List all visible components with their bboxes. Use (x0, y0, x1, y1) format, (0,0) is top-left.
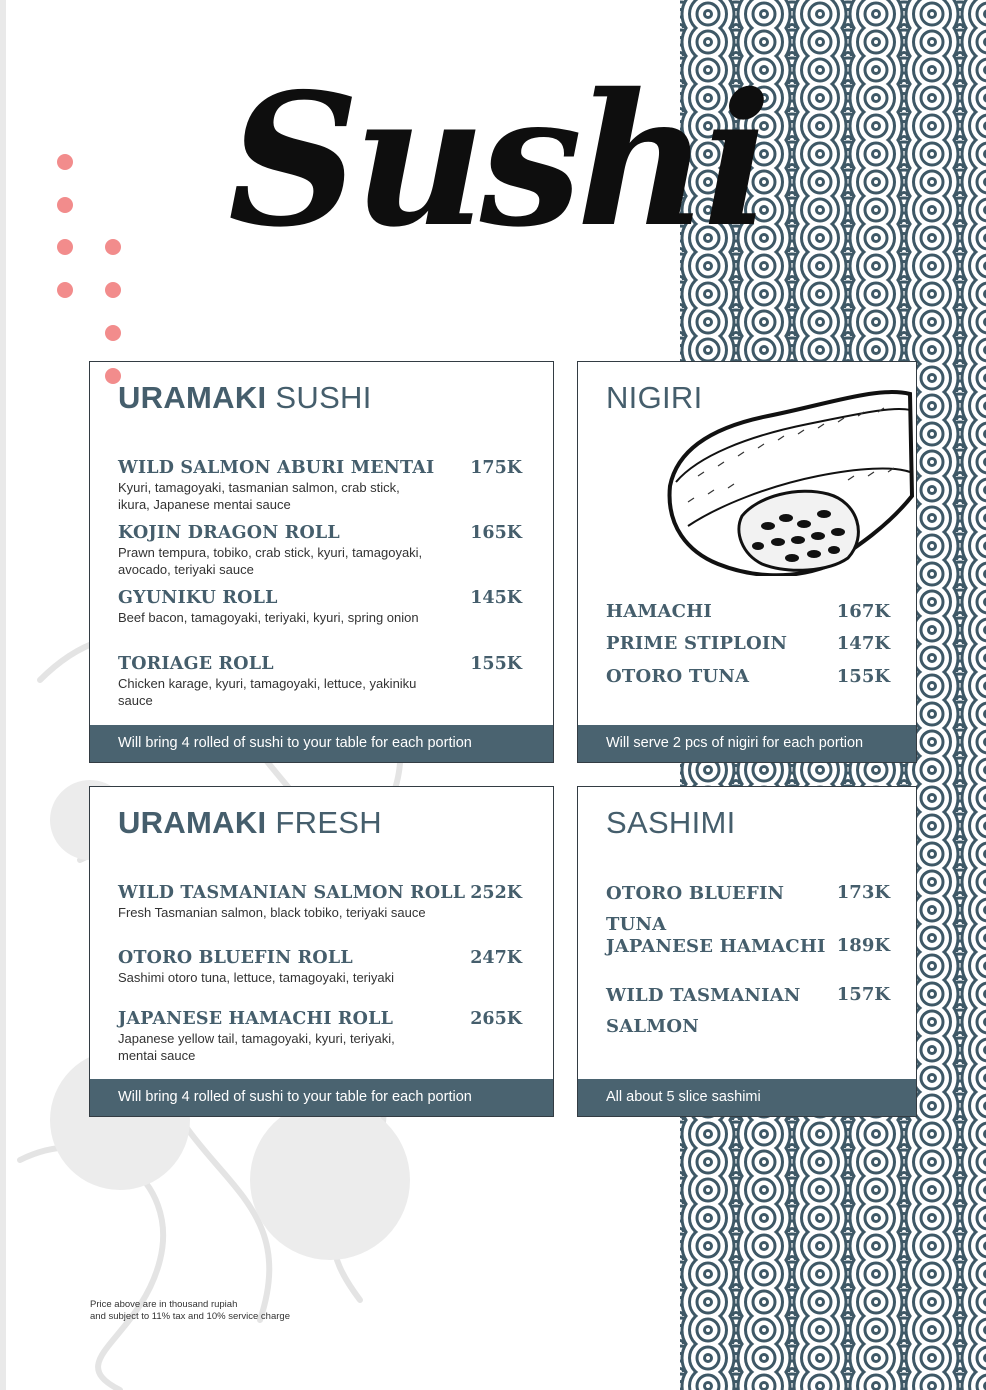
item-desc: Japanese yellow tail, tamagoyaki, kyuri, teriyaki, mentai sauce (118, 1031, 395, 1063)
item-desc: Kyuri, tamagoyaki, tasmanian salmon, crab stick, ikura, Japanese mentai sauce (118, 480, 400, 512)
price-note-line: and subject to 11% tax and 10% service charge (90, 1311, 290, 1322)
item-desc: Fresh Tasmanian salmon, black tobiko, teriyaki sauce (118, 905, 426, 920)
menu-item (606, 980, 890, 1042)
sashimi-heading: SASHIMI (606, 805, 736, 840)
uramaki-sushi-card (89, 361, 554, 763)
sashimi-card (577, 786, 917, 1117)
accent-dot (105, 325, 121, 341)
item-price: 147K (836, 633, 890, 654)
accent-dot (57, 239, 73, 255)
uramaki-sushi-heading: URAMAKI SUSHI (118, 380, 372, 415)
menu-item (118, 883, 522, 921)
item-name: KOJIN DRAGON ROLL (118, 523, 340, 543)
item-price: 189K (836, 935, 890, 956)
item-price: 157K (836, 984, 890, 1005)
item-price: 167K (836, 601, 890, 622)
uramaki-fresh-card (89, 786, 554, 1117)
item-price: 175K (470, 458, 522, 478)
item-name: HAMACHI (606, 601, 713, 622)
nigiri-footer: Will serve 2 pcs of nigiri for each portion (578, 725, 916, 762)
menu-item (118, 948, 522, 986)
item-name: OTORO TUNA (606, 666, 750, 687)
accent-dot (105, 282, 121, 298)
page-title: Sushi (228, 53, 766, 267)
item-price: 252K (470, 883, 522, 903)
item-price: 173K (836, 882, 890, 903)
item-price: 247K (470, 948, 522, 968)
item-desc: Chicken karage, kyuri, tamagoyaki, lettuce, yakiniku sauce (118, 676, 417, 708)
item-name: TORIAGE ROLL (118, 654, 274, 674)
item-name: PRIME STIPLOIN (606, 633, 788, 654)
item-price: 265K (470, 1009, 522, 1029)
item-desc: Prawn tempura, tobiko, crab stick, kyuri, tamagoyaki, avocado, teriyaki sauce (118, 545, 423, 577)
item-name: JAPANESE HAMACHI ROLL (118, 1009, 394, 1029)
menu-item (118, 654, 522, 709)
menu-item (606, 602, 890, 622)
item-name: WILD SALMON ABURI MENTAI (118, 458, 435, 478)
menu-item (118, 588, 522, 626)
accent-dot (105, 239, 121, 255)
nigiri-heading: NIGIRI (606, 380, 703, 415)
uramaki-sushi-footer: Will bring 4 rolled of sushi to your table for each portion (90, 725, 553, 762)
nigiri-illustration-icon (658, 376, 916, 576)
accent-dot (57, 154, 73, 170)
nigiri-card (577, 361, 917, 763)
price-note (90, 1299, 290, 1323)
price-note-line: Price above are in thousand rupiah (90, 1299, 238, 1310)
menu-item (118, 458, 522, 513)
sashimi-footer: All about 5 slice sashimi (578, 1079, 916, 1116)
menu-item (118, 1009, 522, 1064)
item-price: 165K (470, 523, 522, 543)
menu-item (606, 634, 890, 654)
uramaki-fresh-footer: Will bring 4 rolled of sushi to your table for each portion (90, 1079, 553, 1116)
item-name: WILD TASMANIAN SALMON (606, 985, 801, 1037)
accent-dot (57, 282, 73, 298)
item-desc: Sashimi otoro tuna, lettuce, tamagoyaki, teriyaki (118, 970, 395, 985)
accent-dot (105, 368, 121, 384)
item-name: WILD TASMANIAN SALMON ROLL (118, 883, 466, 903)
accent-dot (57, 197, 73, 213)
item-price: 145K (470, 588, 522, 608)
menu-item (606, 667, 890, 687)
menu-item (118, 523, 522, 578)
item-price: 155K (836, 666, 890, 687)
item-name: OTORO BLUEFIN ROLL (118, 948, 353, 968)
item-name: GYUNIKU ROLL (118, 588, 278, 608)
item-desc: Beef bacon, tamagoyaki, teriyaki, kyuri, spring onion (118, 610, 419, 625)
menu-item (606, 931, 890, 962)
item-name: OTORO BLUEFIN TUNA (606, 883, 785, 935)
uramaki-fresh-heading: URAMAKI FRESH (118, 805, 382, 840)
item-name: JAPANESE HAMACHI (606, 936, 826, 957)
item-price: 155K (470, 654, 522, 674)
